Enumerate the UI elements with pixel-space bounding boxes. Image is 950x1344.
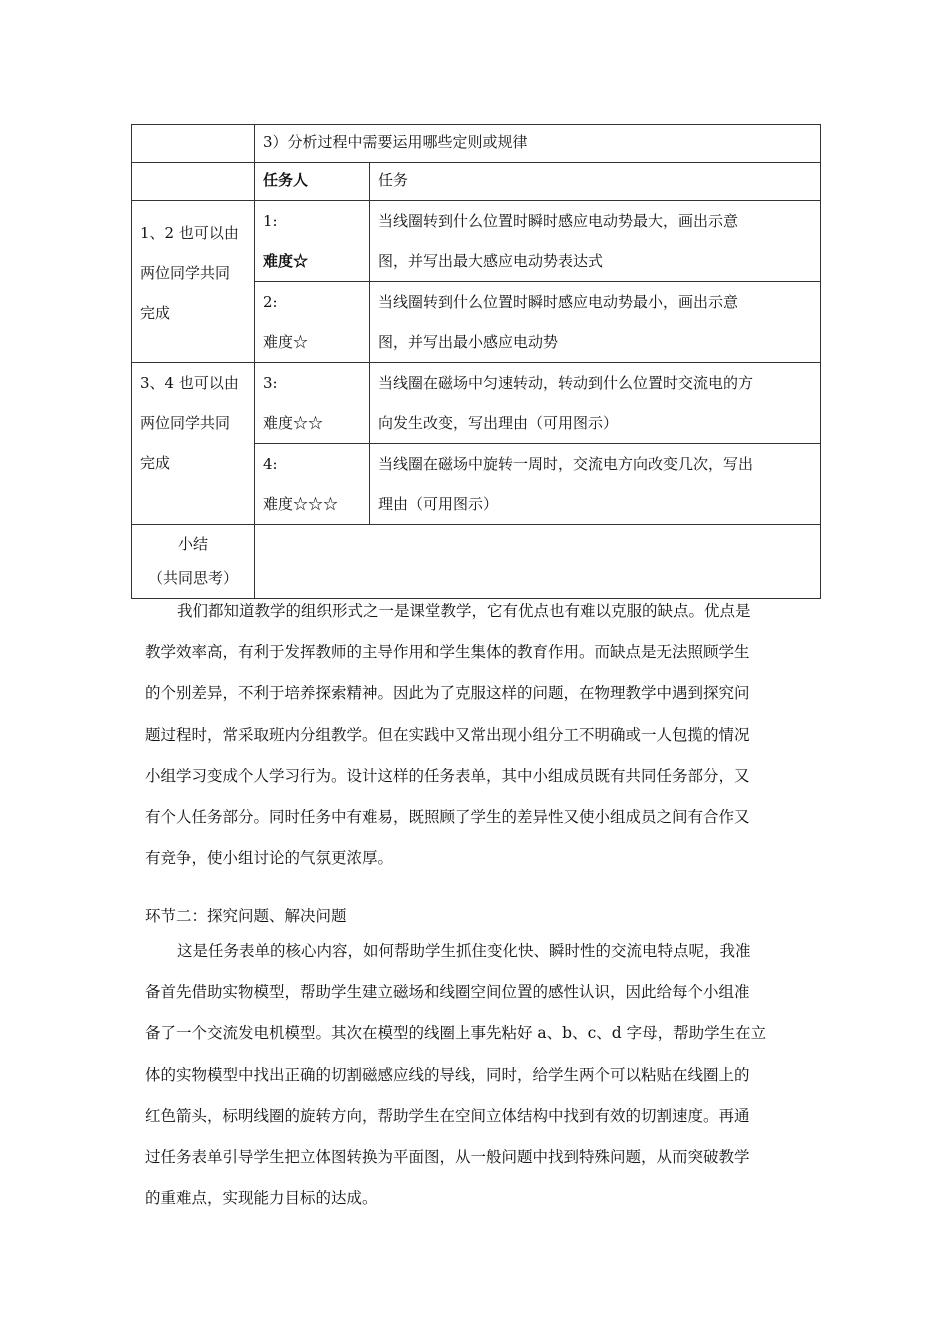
table-row (132, 163, 821, 201)
task-difficulty: 难度☆ (263, 333, 309, 351)
table-row (132, 363, 821, 444)
summary-label-line: 小结 (177, 535, 208, 553)
task-text-line: 图，并写出最小感应电动势 (378, 333, 559, 351)
task-person-cell (255, 282, 370, 363)
task-text-cell (370, 444, 821, 525)
task-person-cell (255, 201, 370, 282)
table-cell-empty (132, 163, 255, 201)
paragraph-line: 的个别差异，不利于培养探索精神。因此为了克服这样的问题，在物理教学中遇到探究问 (145, 684, 750, 703)
group1-label-line: 完成 (140, 304, 171, 322)
task-table (131, 124, 821, 599)
group1-label-line: 1、2 也可以由 (140, 224, 239, 242)
header-task: 任务 (378, 171, 409, 189)
group2-label-line: 3、4 也可以由 (140, 374, 239, 392)
summary-label-cell (132, 525, 255, 599)
table-row (132, 525, 821, 599)
table-row (132, 125, 821, 163)
group1-label-cell (132, 201, 255, 363)
group2-label-line: 两位同学共同 (140, 414, 231, 432)
task-text-line: 当线圈转到什么位置时瞬时感应电动势最小，画出示意 (378, 293, 739, 311)
paragraph-line: 教学效率高，有利于发挥教师的主导作用和学生集体的教育作用。而缺点是无法照顾学生 (145, 643, 750, 662)
paragraph-line: 这是任务表单的核心内容，如何帮助学生抓住变化快、瞬时性的交流电特点呢，我准 (177, 942, 751, 960)
task-difficulty: 难度☆☆☆ (263, 495, 339, 513)
paragraph-1 (145, 591, 815, 879)
task-text-cell (370, 363, 821, 444)
paragraph-line: 的重难点，实现能力目标的达成。 (145, 1189, 378, 1208)
group1-label-line: 两位同学共同 (140, 264, 231, 282)
paragraph-line: 题过程时，常采取班内分组教学。但在实践中又常出现小组分工不明确或一人包揽的情况 (145, 725, 750, 744)
header-task-cell (370, 163, 821, 201)
paragraph-line: 备了一个交流发电机模型。其次在模型的线圈上事先粘好 a、b、c、d 字母，帮助学生在立 (145, 1024, 767, 1043)
task-difficulty: 难度☆☆ (263, 414, 324, 432)
task-text-line: 图，并写出最大感应电动势表达式 (378, 252, 604, 270)
task-number: 3: (263, 374, 278, 392)
paragraph-2 (145, 931, 815, 1219)
section-heading: 环节二：探究问题、解决问题 (145, 907, 347, 925)
paragraph-line: 备首先借助实物模型，帮助学生建立磁场和线圈空间位置的感性认识，因此给每个小组准 (145, 983, 750, 1002)
header-person: 任务人 (263, 171, 309, 189)
task-person-cell (255, 444, 370, 525)
table-row (132, 201, 821, 282)
task-difficulty: 难度☆ (263, 252, 309, 270)
task-person-cell (255, 363, 370, 444)
task-text-line: 理由（可用图示） (378, 495, 499, 513)
table-cell-empty (132, 125, 255, 163)
paragraph-line: 小组学习变成个人学习行为。设计这样的任务表单，其中小组成员既有共同任务部分，又 (145, 766, 750, 785)
paragraph-line: 我们都知道教学的组织形式之一是课堂教学，它有优点也有难以克服的缺点。优点是 (177, 602, 751, 620)
analysis-text: 3）分析过程中需要运用哪些定则或规律 (263, 133, 528, 151)
task-text-line: 当线圈在磁场中旋转一周时，交流电方向改变几次，写出 (378, 455, 754, 473)
task-text-line: 当线圈在磁场中匀速转动，转动到什么位置时交流电的方 (378, 374, 754, 392)
summary-label-line: （共同思考） (147, 569, 238, 587)
paragraph-line: 体的实物模型中找出正确的切割磁感应线的导线，同时，给学生两个可以粘贴在线圈上的 (145, 1065, 750, 1084)
paragraph-line: 有个人任务部分。同时任务中有难易，既照顾了学生的差异性又使小组成员之间有合作又 (145, 807, 750, 826)
task-text-line: 向发生改变，写出理由（可用图示） (378, 414, 619, 432)
paragraph-line: 有竞争，使小组讨论的气氛更浓厚。 (145, 849, 394, 868)
task-text-line: 当线圈转到什么位置时瞬时感应电动势最大，画出示意 (378, 212, 739, 230)
task-number: 4: (263, 455, 278, 473)
header-person-cell (255, 163, 370, 201)
task-text-cell (370, 201, 821, 282)
task-number: 2: (263, 293, 278, 311)
group2-label-cell (132, 363, 255, 525)
group2-label-line: 完成 (140, 454, 171, 472)
task-number: 1: (263, 212, 278, 230)
task-text-cell (370, 282, 821, 363)
summary-content-cell (255, 525, 821, 599)
paragraph-line: 过任务表单引导学生把立体图转换为平面图，从一般问题中找到特殊问题，从而突破教学 (145, 1147, 750, 1166)
table-cell-analysis (255, 125, 821, 163)
paragraph-line: 红色箭头，标明线圈的旋转方向，帮助学生在空间立体结构中找到有效的切割速度。再通 (145, 1106, 750, 1125)
